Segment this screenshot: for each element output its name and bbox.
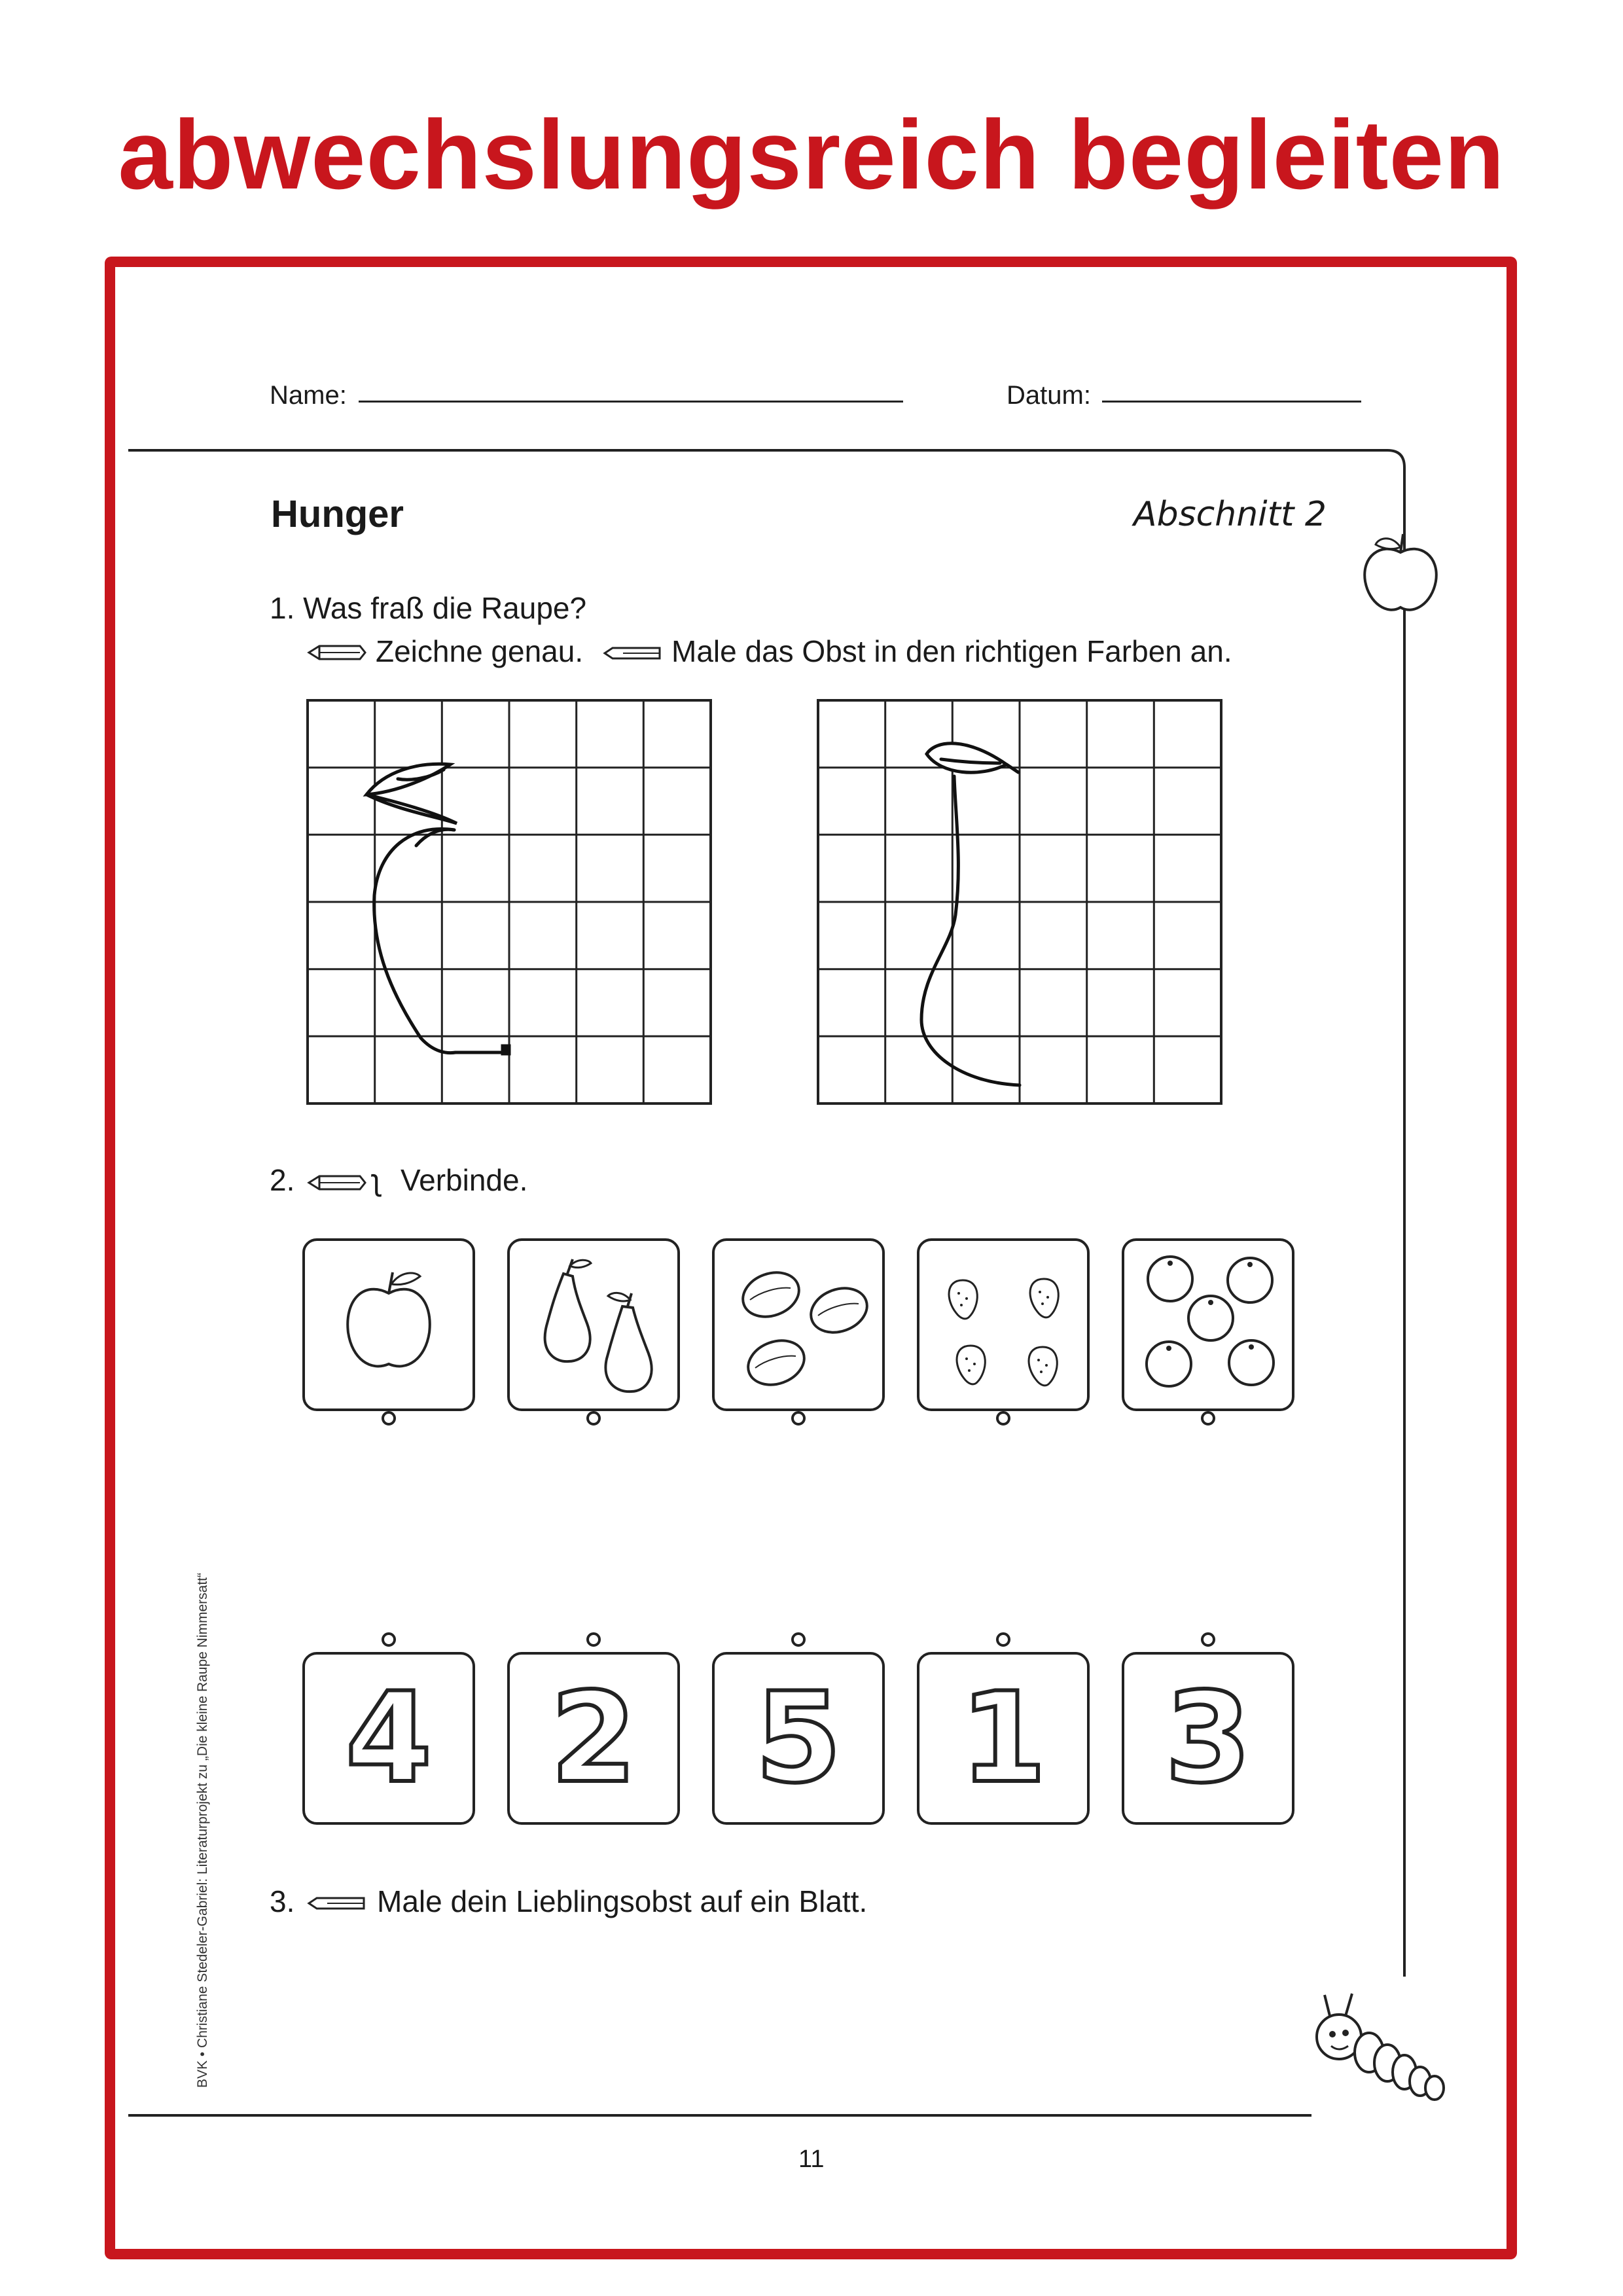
number-label: 4 bbox=[345, 1666, 433, 1810]
number-card[interactable] bbox=[917, 1652, 1090, 1825]
banner-heading: abwechslungsreich begleiten bbox=[118, 99, 1505, 209]
connect-dot[interactable] bbox=[1201, 1411, 1215, 1426]
apple-corner-icon bbox=[1355, 530, 1446, 622]
worksheet-title: Hunger bbox=[271, 493, 404, 535]
caterpillar-icon bbox=[1306, 1990, 1450, 2114]
pears-icon bbox=[510, 1241, 683, 1414]
connect-dot[interactable] bbox=[586, 1411, 601, 1426]
fruit-card-apple[interactable] bbox=[302, 1238, 475, 1411]
connect-dot[interactable] bbox=[996, 1411, 1010, 1426]
connect-dot[interactable] bbox=[382, 1411, 396, 1426]
task3-number: 3. bbox=[270, 1884, 295, 1918]
number-label: 2 bbox=[550, 1666, 637, 1810]
fruit-card-oranges[interactable] bbox=[1122, 1238, 1294, 1411]
number-card[interactable] bbox=[302, 1652, 475, 1825]
task1-color-instruction: Male das Obst in den richtigen Farben an. bbox=[671, 634, 1232, 668]
section-label: Abschnitt 2 bbox=[1133, 495, 1327, 534]
crayon-icon bbox=[603, 645, 662, 661]
fruit-card-strawberries[interactable] bbox=[917, 1238, 1090, 1411]
task3-instruction: Male dein Lieblingsobst auf ein Blatt. bbox=[377, 1884, 868, 1918]
connect-dot[interactable] bbox=[791, 1632, 806, 1647]
oranges-icon bbox=[1124, 1241, 1297, 1414]
crayon-icon bbox=[308, 1895, 366, 1911]
number-card[interactable] bbox=[1122, 1652, 1294, 1825]
task1-question: 1. Was fraß die Raupe? bbox=[270, 591, 587, 625]
fruit-card-plums[interactable] bbox=[712, 1238, 885, 1411]
date-label: Datum: bbox=[1007, 381, 1091, 410]
task2-instruction: Verbinde. bbox=[401, 1163, 528, 1197]
page-number: 11 bbox=[798, 2145, 825, 2173]
connect-dot[interactable] bbox=[791, 1411, 806, 1426]
connect-dot[interactable] bbox=[382, 1632, 396, 1647]
connect-dot[interactable] bbox=[586, 1632, 601, 1647]
connect-glyph: ʅ bbox=[373, 1163, 380, 1197]
number-card[interactable] bbox=[507, 1652, 680, 1825]
plums-icon bbox=[715, 1241, 887, 1414]
name-label: Name: bbox=[270, 381, 347, 410]
number-label: 3 bbox=[1164, 1666, 1252, 1810]
side-credit: BVK • Christiane Stedeler-Gabriel: Literaturprojekt zu „Die kleine Raupe Nimmersatt“ bbox=[195, 1573, 210, 2088]
strawberries-icon bbox=[919, 1241, 1092, 1414]
pencil-icon bbox=[308, 1173, 366, 1193]
fruit-card-pears[interactable] bbox=[507, 1238, 680, 1411]
pencil-icon bbox=[308, 643, 366, 662]
number-card[interactable] bbox=[712, 1652, 885, 1825]
connect-dot[interactable] bbox=[1201, 1632, 1215, 1647]
apple-icon bbox=[305, 1241, 478, 1414]
task2-number: 2. bbox=[270, 1163, 295, 1197]
connect-dot[interactable] bbox=[996, 1632, 1010, 1647]
apple-drawing-grid[interactable] bbox=[306, 699, 712, 1105]
number-label: 1 bbox=[959, 1666, 1047, 1810]
task1-draw-instruction: Zeichne genau. bbox=[376, 634, 584, 668]
pear-drawing-grid[interactable] bbox=[817, 699, 1222, 1105]
number-label: 5 bbox=[755, 1666, 842, 1810]
